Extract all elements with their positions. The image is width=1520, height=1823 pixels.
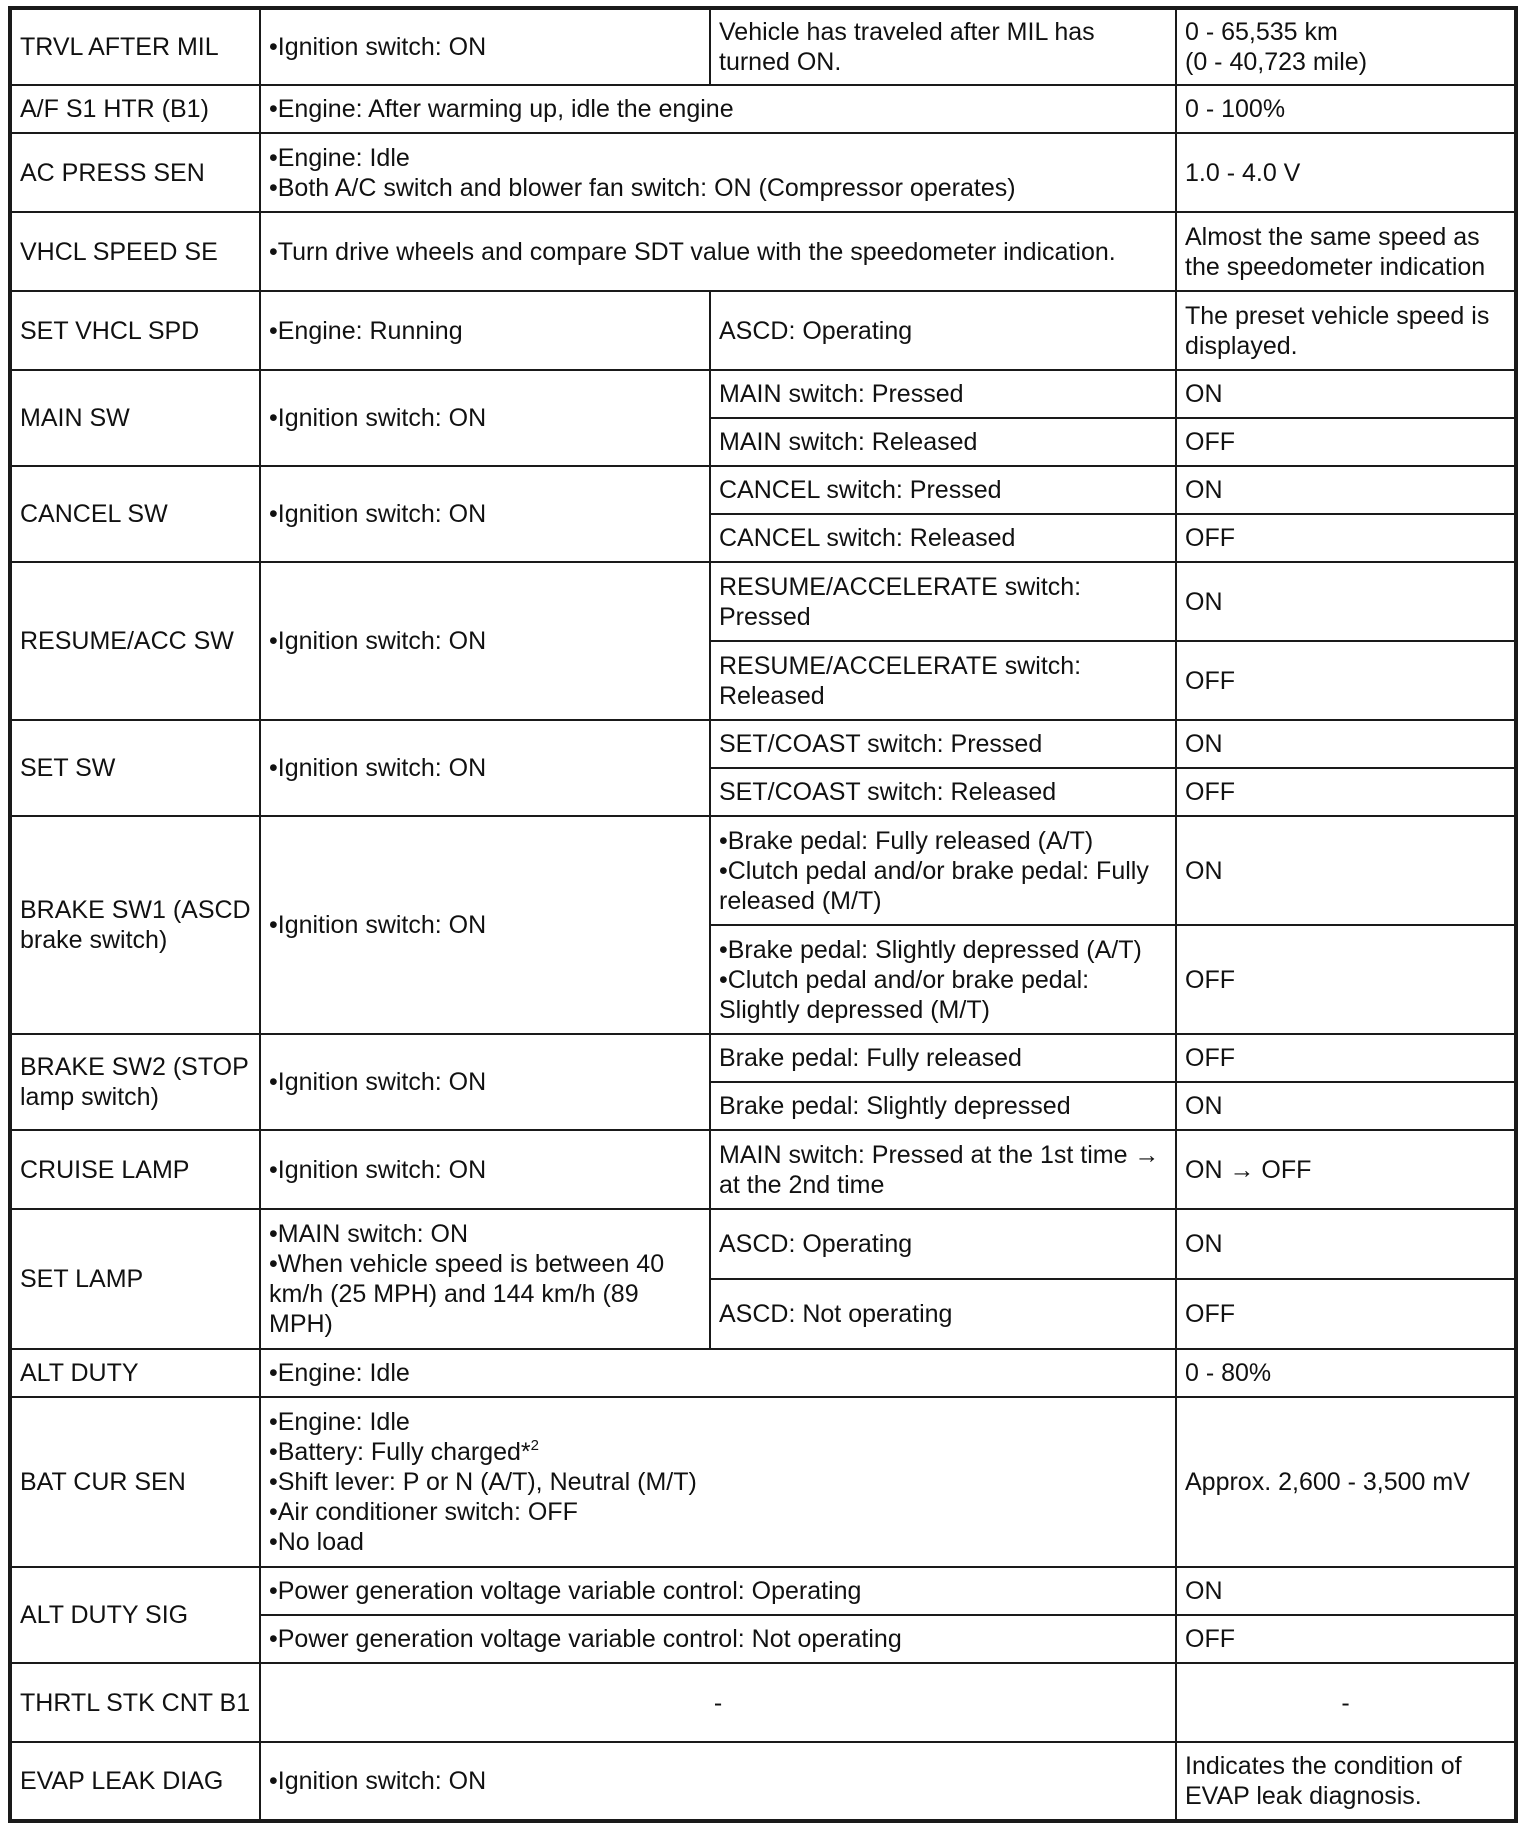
value-cell: 0 - 80% — [1176, 1349, 1516, 1397]
status-cell: ASCD: Not operating — [710, 1279, 1176, 1349]
status-cell: •Brake pedal: Slightly depressed (A/T) •Clutch pedal and/or brake pedal: Slightly depressed (M/T) — [710, 925, 1176, 1034]
value-cell: OFF — [1176, 418, 1516, 466]
table-row — [10, 370, 1516, 418]
value-cell: OFF — [1176, 768, 1516, 816]
condition-cell: - — [260, 1663, 1176, 1742]
monitor-item: SET LAMP — [10, 1209, 260, 1349]
table-row — [10, 1663, 1516, 1742]
table-row — [10, 1567, 1516, 1615]
status-cell: MAIN switch: Pressed at the 1st time → at the 2nd time — [710, 1130, 1176, 1209]
condition-cell: •Ignition switch: ON — [260, 466, 710, 562]
monitor-item: AC PRESS SEN — [10, 133, 260, 212]
value-cell: The preset vehicle speed is displayed. — [1176, 291, 1516, 370]
condition-cell: •Ignition switch: ON — [260, 816, 710, 1034]
value-cell: OFF — [1176, 1279, 1516, 1349]
table-row — [10, 8, 1516, 85]
table-row — [10, 1397, 1516, 1567]
status-cell: MAIN switch: Pressed — [710, 370, 1176, 418]
table-row — [10, 85, 1516, 133]
value-cell: ON — [1176, 466, 1516, 514]
status-cell: SET/COAST switch: Released — [710, 768, 1176, 816]
monitor-item: ALT DUTY SIG — [10, 1567, 260, 1663]
table-row — [10, 212, 1516, 291]
table-row — [10, 1130, 1516, 1209]
table-row — [10, 816, 1516, 925]
status-cell: CANCEL switch: Pressed — [710, 466, 1176, 514]
table-row — [10, 466, 1516, 514]
status-cell: SET/COAST switch: Pressed — [710, 720, 1176, 768]
value-cell: ON — [1176, 1209, 1516, 1279]
monitor-item: SET VHCL SPD — [10, 291, 260, 370]
table-row — [10, 1349, 1516, 1397]
status-cell: RESUME/ACCELERATE switch: Pressed — [710, 562, 1176, 641]
status-cell: •Brake pedal: Fully released (A/T) •Clutch pedal and/or brake pedal: Fully released (M/T) — [710, 816, 1176, 925]
value-cell: 0 - 100% — [1176, 85, 1516, 133]
value-cell: ON — [1176, 1567, 1516, 1615]
status-cell: CANCEL switch: Released — [710, 514, 1176, 562]
value-cell: 0 - 65,535 km (0 - 40,723 mile) — [1176, 8, 1516, 85]
condition-cell: •Ignition switch: ON — [260, 562, 710, 720]
value-cell: OFF — [1176, 1615, 1516, 1663]
monitor-item: RESUME/ACC SW — [10, 562, 260, 720]
table-row — [10, 133, 1516, 212]
condition-cell: •Ignition switch: ON — [260, 1034, 710, 1130]
table-row — [10, 720, 1516, 768]
monitor-item: THRTL STK CNT B1 — [10, 1663, 260, 1742]
value-cell: OFF — [1176, 925, 1516, 1034]
condition-cell: •Power generation voltage variable control: Not operating — [260, 1615, 1176, 1663]
value-cell: ON — [1176, 720, 1516, 768]
monitor-item: CRUISE LAMP — [10, 1130, 260, 1209]
monitor-item: BRAKE SW2 (STOP lamp switch) — [10, 1034, 260, 1130]
value-cell: Indicates the condition of EVAP leak diagnosis. — [1176, 1742, 1516, 1821]
table-row — [10, 562, 1516, 641]
value-cell: ON — [1176, 370, 1516, 418]
condition-cell: •Engine: Idle — [260, 1349, 1176, 1397]
condition-cell: •Turn drive wheels and compare SDT value with the speedometer indication. — [260, 212, 1176, 291]
value-cell: OFF — [1176, 514, 1516, 562]
value-cell: ON — [1176, 562, 1516, 641]
table-row — [10, 1034, 1516, 1082]
status-cell: Vehicle has traveled after MIL has turned ON. — [710, 8, 1176, 85]
condition-cell: •Engine: After warming up, idle the engine — [260, 85, 1176, 133]
monitor-item: A/F S1 HTR (B1) — [10, 85, 260, 133]
table-row — [10, 291, 1516, 370]
value-cell: ON — [1176, 1082, 1516, 1130]
table-row — [10, 1209, 1516, 1279]
condition-cell: •Engine: Idle •Battery: Fully charged*$^2$ •Shift lever: P or N (A/T), Neutral (M/T) •Air conditioner switch: OFF •No load — [260, 1397, 1176, 1567]
condition-cell: •Power generation voltage variable control: Operating — [260, 1567, 1176, 1615]
condition-cell: •Ignition switch: ON — [260, 8, 710, 85]
condition-cell: •Engine: Idle •Both A/C switch and blower fan switch: ON (Compressor operates) — [260, 133, 1176, 212]
value-cell: ON — [1176, 816, 1516, 925]
value-cell: OFF — [1176, 1034, 1516, 1082]
status-cell: MAIN switch: Released — [710, 418, 1176, 466]
value-cell: Almost the same speed as the speedometer indication — [1176, 212, 1516, 291]
condition-cell: •Engine: Running — [260, 291, 710, 370]
monitor-item: VHCL SPEED SE — [10, 212, 260, 291]
monitor-item: SET SW — [10, 720, 260, 816]
monitor-item: CANCEL SW — [10, 466, 260, 562]
table-row — [10, 1742, 1516, 1821]
status-cell: ASCD: Operating — [710, 1209, 1176, 1279]
condition-cell: •Ignition switch: ON — [260, 720, 710, 816]
status-cell: ASCD: Operating — [710, 291, 1176, 370]
condition-cell: •Ignition switch: ON — [260, 370, 710, 466]
condition-cell: •Ignition switch: ON — [260, 1130, 710, 1209]
monitor-item: EVAP LEAK DIAG — [10, 1742, 260, 1821]
monitor-item: BAT CUR SEN — [10, 1397, 260, 1567]
status-cell: Brake pedal: Slightly depressed — [710, 1082, 1176, 1130]
condition-cell: •MAIN switch: ON •When vehicle speed is between 40 km/h (25 MPH) and 144 km/h (89 MPH) — [260, 1209, 710, 1349]
monitor-item: MAIN SW — [10, 370, 260, 466]
data-monitor-table — [8, 6, 1518, 1823]
value-cell: Approx. 2,600 - 3,500 mV — [1176, 1397, 1516, 1567]
status-cell: Brake pedal: Fully released — [710, 1034, 1176, 1082]
value-cell: ON → OFF — [1176, 1130, 1516, 1209]
monitor-item: BRAKE SW1 (ASCD brake switch) — [10, 816, 260, 1034]
monitor-item: ALT DUTY — [10, 1349, 260, 1397]
status-cell: RESUME/ACCELERATE switch: Released — [710, 641, 1176, 720]
condition-cell: •Ignition switch: ON — [260, 1742, 1176, 1821]
value-cell: - — [1176, 1663, 1516, 1742]
monitor-item: TRVL AFTER MIL — [10, 8, 260, 85]
value-cell: 1.0 - 4.0 V — [1176, 133, 1516, 212]
value-cell: OFF — [1176, 641, 1516, 720]
